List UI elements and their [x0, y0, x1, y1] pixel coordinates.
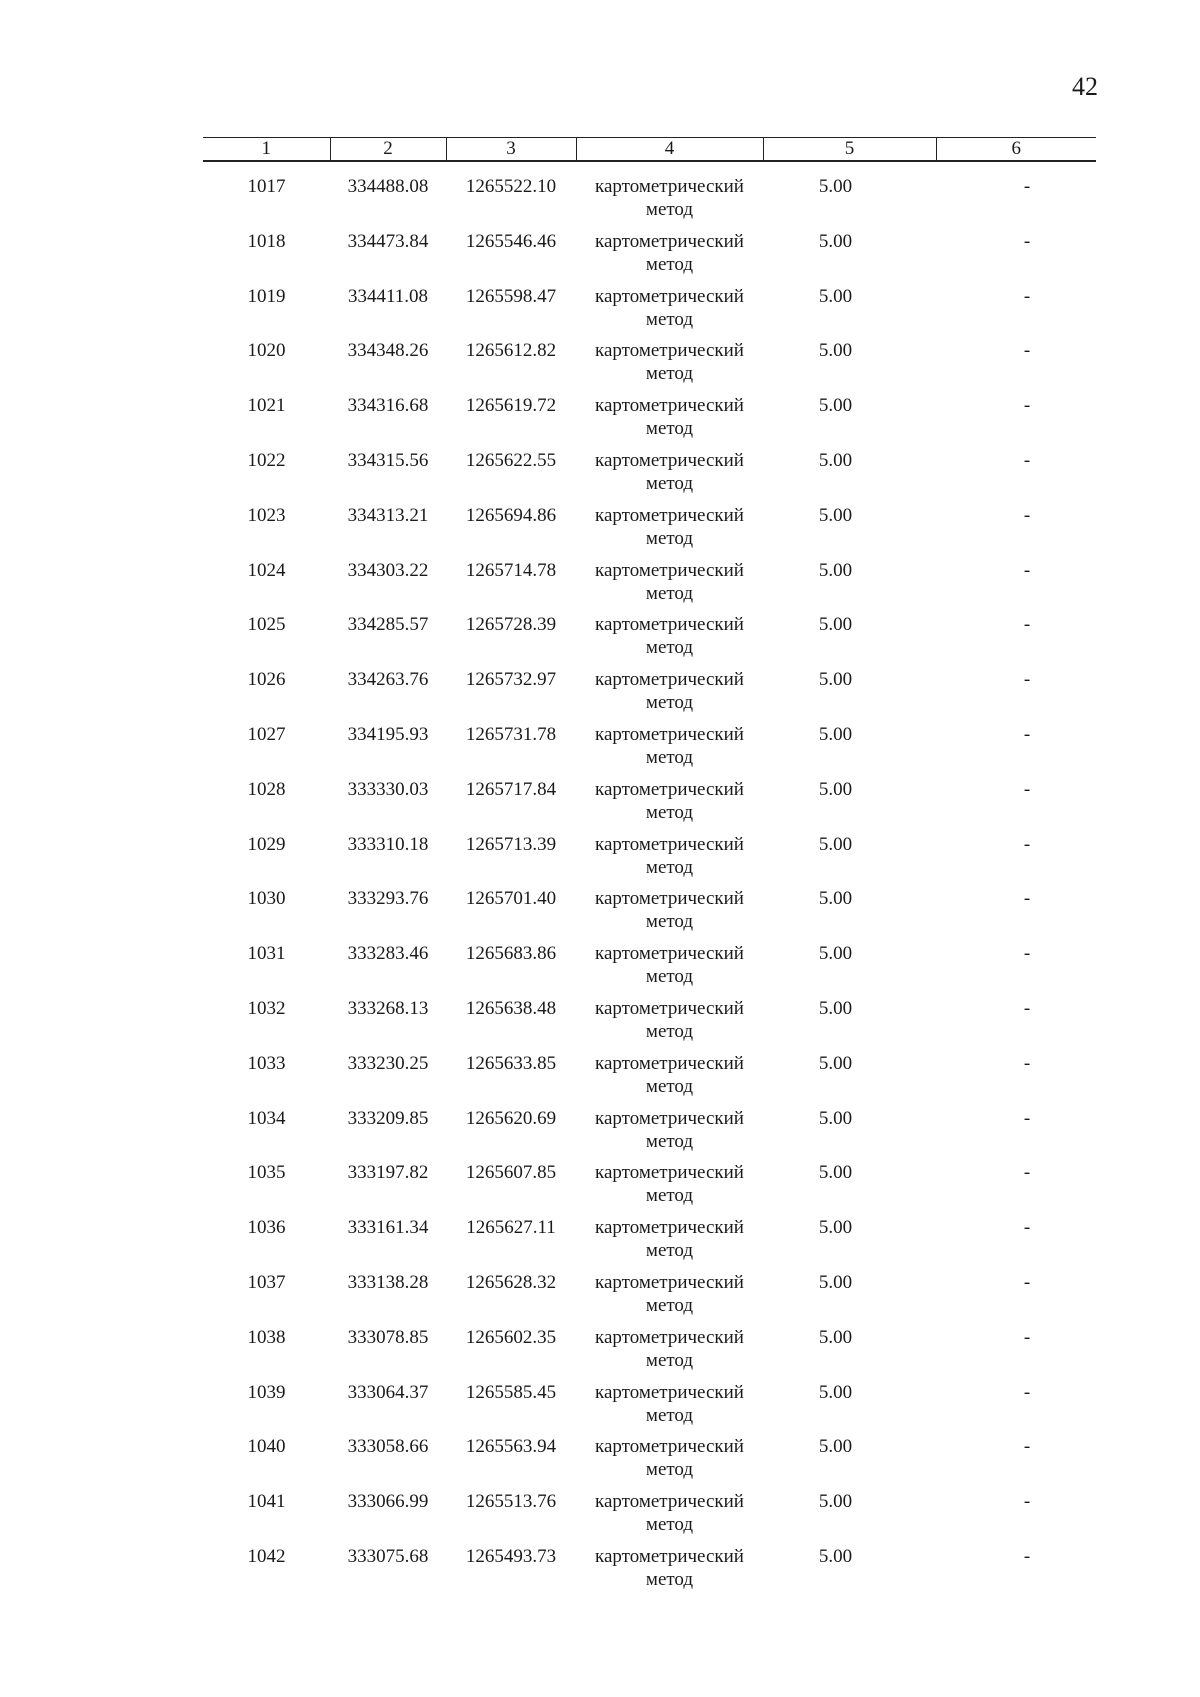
- method-cell: [576, 613, 763, 668]
- note-cell: -: [1023, 833, 1031, 855]
- method-line-1: картометрический: [595, 1217, 744, 1239]
- method-cell: [576, 1545, 763, 1600]
- method-line-1: картометрический: [595, 285, 744, 307]
- method-line-2: метод: [645, 308, 694, 330]
- method-cell: [576, 285, 763, 340]
- point-id-cell: 1039: [247, 1381, 286, 1403]
- note-cell: -: [1023, 1491, 1031, 1513]
- point-id-cell: 1025: [247, 614, 286, 636]
- method-line-1: картометрический: [595, 340, 744, 362]
- method-line-1: картометрический: [595, 1326, 744, 1348]
- y-coordinate-cell: 1265628.32: [465, 1271, 557, 1293]
- y-coordinate-cell: 1265683.86: [465, 943, 557, 965]
- header-col-6: 6: [936, 138, 1096, 162]
- table-row: [203, 887, 1096, 942]
- method-line-2: метод: [645, 527, 694, 549]
- point-id-cell: 1034: [247, 1107, 286, 1129]
- y-coordinate-cell: 1265563.94: [465, 1436, 557, 1458]
- accuracy-cell: 5.00: [818, 943, 853, 965]
- table-row: [203, 1490, 1096, 1545]
- method-cell: [576, 723, 763, 778]
- accuracy-cell: 5.00: [818, 778, 853, 800]
- table-row: [203, 778, 1096, 833]
- method-line-2: метод: [645, 1404, 694, 1426]
- method-line-1: картометрический: [595, 723, 744, 745]
- method-cell: [576, 1490, 763, 1545]
- note-cell: -: [1023, 1052, 1031, 1074]
- table-row: [203, 1216, 1096, 1271]
- x-coordinate-cell: 333283.46: [347, 943, 429, 965]
- y-coordinate-cell: 1265717.84: [465, 778, 557, 800]
- note-cell: -: [1023, 888, 1031, 910]
- method-line-2: метод: [645, 911, 694, 933]
- accuracy-cell: 5.00: [818, 230, 853, 252]
- table-row: [203, 668, 1096, 723]
- x-coordinate-cell: 333066.99: [347, 1491, 429, 1513]
- y-coordinate-cell: 1265627.11: [466, 1217, 556, 1239]
- accuracy-cell: 5.00: [818, 340, 853, 362]
- table-row: [203, 449, 1096, 504]
- note-cell: -: [1023, 395, 1031, 417]
- x-coordinate-cell: 334263.76: [347, 669, 429, 691]
- x-coordinate-cell: 334303.22: [347, 559, 429, 581]
- method-line-1: картометрический: [595, 559, 744, 581]
- note-cell: -: [1023, 614, 1031, 636]
- x-coordinate-cell: 334348.26: [347, 340, 429, 362]
- x-coordinate-cell: 334316.68: [347, 395, 429, 417]
- note-cell: -: [1023, 449, 1031, 471]
- x-coordinate-cell: 333078.85: [347, 1326, 429, 1348]
- accuracy-cell: 5.00: [818, 1107, 853, 1129]
- accuracy-cell: 5.00: [818, 449, 853, 471]
- method-cell: [576, 559, 763, 614]
- table-row: [203, 1326, 1096, 1381]
- point-id-cell: 1038: [247, 1326, 286, 1348]
- method-line-2: метод: [645, 1349, 694, 1371]
- x-coordinate-cell: 334195.93: [347, 723, 429, 745]
- method-line-2: метод: [645, 1130, 694, 1152]
- header-col-4: 4: [576, 138, 763, 162]
- method-line-1: картометрический: [595, 176, 744, 197]
- table-row: [203, 1271, 1096, 1326]
- table-header: [203, 138, 1096, 162]
- y-coordinate-cell: 1265585.45: [465, 1381, 557, 1403]
- method-cell: [576, 1326, 763, 1381]
- x-coordinate-cell: 334473.84: [347, 230, 429, 252]
- method-line-2: метод: [645, 1514, 694, 1536]
- page-number: 42: [1072, 72, 1098, 101]
- note-cell: -: [1023, 1271, 1031, 1293]
- accuracy-cell: 5.00: [818, 888, 853, 910]
- table-row: [203, 723, 1096, 778]
- table-row: [203, 285, 1096, 340]
- y-coordinate-cell: 1265732.97: [465, 669, 557, 691]
- y-coordinate-cell: 1265728.39: [465, 614, 557, 636]
- x-coordinate-cell: 333293.76: [347, 888, 429, 910]
- y-coordinate-cell: 1265522.10: [465, 176, 557, 197]
- accuracy-cell: 5.00: [818, 1326, 853, 1348]
- method-line-2: метод: [645, 363, 694, 385]
- table-row: [203, 504, 1096, 559]
- point-id-cell: 1026: [247, 669, 286, 691]
- method-line-1: картометрический: [595, 1162, 744, 1184]
- method-line-1: картометрический: [595, 230, 744, 252]
- note-cell: -: [1023, 1326, 1031, 1348]
- method-line-1: картометрический: [595, 1107, 744, 1129]
- y-coordinate-cell: 1265619.72: [465, 395, 557, 417]
- note-cell: -: [1023, 1436, 1031, 1458]
- method-line-2: метод: [645, 199, 694, 220]
- method-line-2: метод: [645, 1185, 694, 1207]
- accuracy-cell: 5.00: [818, 669, 853, 691]
- note-cell: -: [1023, 504, 1031, 526]
- y-coordinate-cell: 1265607.85: [465, 1162, 557, 1184]
- table-row: [203, 1381, 1096, 1436]
- method-cell: [576, 1435, 763, 1490]
- method-cell: [576, 1107, 763, 1162]
- method-line-1: картометрический: [595, 449, 744, 471]
- y-coordinate-cell: 1265633.85: [465, 1052, 557, 1074]
- method-line-1: картометрический: [595, 614, 744, 636]
- method-line-2: метод: [645, 1075, 694, 1097]
- method-line-1: картометрический: [595, 504, 744, 526]
- method-cell: [576, 833, 763, 888]
- method-line-2: метод: [645, 1568, 694, 1590]
- header-col-3: 3: [446, 138, 576, 162]
- method-cell: [576, 778, 763, 833]
- point-id-cell: 1022: [247, 449, 286, 471]
- x-coordinate-cell: 333209.85: [347, 1107, 429, 1129]
- method-line-2: метод: [645, 637, 694, 659]
- accuracy-cell: 5.00: [818, 1271, 853, 1293]
- table-row: [203, 394, 1096, 449]
- note-cell: -: [1023, 1381, 1031, 1403]
- method-cell: [576, 887, 763, 942]
- note-cell: -: [1023, 340, 1031, 362]
- accuracy-cell: 5.00: [818, 1545, 853, 1567]
- header-col-2: 2: [330, 138, 446, 162]
- method-cell: [576, 1052, 763, 1107]
- y-coordinate-cell: 1265694.86: [465, 504, 557, 526]
- note-cell: -: [1023, 1217, 1031, 1239]
- point-id-cell: 1030: [247, 888, 286, 910]
- method-line-1: картометрический: [595, 778, 744, 800]
- x-coordinate-cell: 333330.03: [347, 778, 429, 800]
- method-line-2: метод: [645, 1294, 694, 1316]
- method-cell: [576, 394, 763, 449]
- method-cell: [576, 1381, 763, 1436]
- point-id-cell: 1040: [247, 1436, 286, 1458]
- note-cell: -: [1023, 230, 1031, 252]
- accuracy-cell: 5.00: [818, 1217, 853, 1239]
- point-id-cell: 1037: [247, 1271, 286, 1293]
- table-row: [203, 1435, 1096, 1490]
- method-line-2: метод: [645, 1459, 694, 1481]
- method-cell: [576, 668, 763, 723]
- method-cell: [576, 1216, 763, 1271]
- coordinates-table: [203, 137, 1096, 1600]
- accuracy-cell: 5.00: [818, 1436, 853, 1458]
- method-line-2: метод: [645, 472, 694, 494]
- method-line-2: метод: [645, 418, 694, 440]
- method-line-1: картометрический: [595, 943, 744, 965]
- accuracy-cell: 5.00: [818, 559, 853, 581]
- note-cell: -: [1023, 723, 1031, 745]
- point-id-cell: 1024: [247, 559, 286, 581]
- method-line-1: картометрический: [595, 1052, 744, 1074]
- point-id-cell: 1032: [247, 997, 286, 1019]
- method-cell: [576, 504, 763, 559]
- x-coordinate-cell: 333058.66: [347, 1436, 429, 1458]
- method-cell: [576, 230, 763, 285]
- x-coordinate-cell: 334411.08: [347, 285, 429, 307]
- x-coordinate-cell: 334315.56: [347, 449, 429, 471]
- x-coordinate-cell: 333064.37: [347, 1381, 429, 1403]
- point-id-cell: 1019: [247, 285, 286, 307]
- x-coordinate-cell: 334488.08: [347, 176, 429, 197]
- accuracy-cell: 5.00: [818, 1491, 853, 1513]
- method-cell: [576, 339, 763, 394]
- y-coordinate-cell: 1265513.76: [465, 1491, 557, 1513]
- y-coordinate-cell: 1265612.82: [465, 340, 557, 362]
- header-col-5: 5: [763, 138, 936, 162]
- method-cell: [576, 942, 763, 997]
- table-row: [203, 1161, 1096, 1216]
- method-line-1: картометрический: [595, 997, 744, 1019]
- y-coordinate-cell: 1265714.78: [465, 559, 557, 581]
- y-coordinate-cell: 1265638.48: [465, 997, 557, 1019]
- y-coordinate-cell: 1265731.78: [465, 723, 557, 745]
- method-line-2: метод: [645, 692, 694, 714]
- y-coordinate-cell: 1265620.69: [465, 1107, 557, 1129]
- method-line-1: картометрический: [595, 1381, 744, 1403]
- point-id-cell: 1017: [247, 176, 286, 197]
- y-coordinate-cell: 1265493.73: [465, 1545, 557, 1567]
- header-col-1: 1: [203, 138, 330, 162]
- table-row: [203, 339, 1096, 394]
- method-line-1: картометрический: [595, 669, 744, 691]
- x-coordinate-cell: 333230.25: [347, 1052, 429, 1074]
- method-cell: [576, 1271, 763, 1326]
- point-id-cell: 1036: [247, 1217, 286, 1239]
- method-line-1: картометрический: [595, 1545, 744, 1567]
- method-line-2: метод: [645, 1020, 694, 1042]
- note-cell: -: [1023, 778, 1031, 800]
- table-row: [203, 613, 1096, 668]
- y-coordinate-cell: 1265713.39: [465, 833, 557, 855]
- x-coordinate-cell: 334285.57: [347, 614, 429, 636]
- point-id-cell: 1027: [247, 723, 286, 745]
- point-id-cell: 1020: [247, 340, 286, 362]
- y-coordinate-cell: 1265546.46: [465, 230, 557, 252]
- table-row: [203, 1052, 1096, 1107]
- point-id-cell: 1028: [247, 778, 286, 800]
- method-cell: [576, 161, 763, 230]
- point-id-cell: 1035: [247, 1162, 286, 1184]
- point-id-cell: 1023: [247, 504, 286, 526]
- accuracy-cell: 5.00: [818, 833, 853, 855]
- accuracy-cell: 5.00: [818, 1162, 853, 1184]
- table-row: [203, 161, 1096, 230]
- x-coordinate-cell: 333310.18: [347, 833, 429, 855]
- method-line-1: картометрический: [595, 1436, 744, 1458]
- method-line-2: метод: [645, 253, 694, 275]
- table-row: [203, 833, 1096, 888]
- method-line-2: метод: [645, 1240, 694, 1262]
- x-coordinate-cell: 333138.28: [347, 1271, 429, 1293]
- method-cell: [576, 449, 763, 504]
- note-cell: -: [1023, 1162, 1031, 1184]
- accuracy-cell: 5.00: [818, 614, 853, 636]
- table-row: [203, 230, 1096, 285]
- method-cell: [576, 997, 763, 1052]
- note-cell: -: [1023, 1107, 1031, 1129]
- method-line-2: метод: [645, 856, 694, 878]
- table-row: [203, 997, 1096, 1052]
- accuracy-cell: 5.00: [818, 285, 853, 307]
- point-id-cell: 1029: [247, 833, 286, 855]
- method-line-1: картометрический: [595, 1271, 744, 1293]
- y-coordinate-cell: 1265602.35: [465, 1326, 557, 1348]
- table-row: [203, 942, 1096, 997]
- note-cell: -: [1023, 1545, 1031, 1567]
- note-cell: -: [1023, 997, 1031, 1019]
- note-cell: -: [1023, 669, 1031, 691]
- method-line-1: картометрический: [595, 833, 744, 855]
- point-id-cell: 1041: [247, 1491, 286, 1513]
- table-row: [203, 1545, 1096, 1600]
- x-coordinate-cell: 333197.82: [347, 1162, 429, 1184]
- point-id-cell: 1031: [247, 943, 286, 965]
- accuracy-cell: 5.00: [818, 997, 853, 1019]
- x-coordinate-cell: 333161.34: [347, 1217, 429, 1239]
- table-row: [203, 559, 1096, 614]
- method-line-2: метод: [645, 582, 694, 604]
- method-line-2: метод: [645, 746, 694, 768]
- point-id-cell: 1018: [247, 230, 286, 252]
- accuracy-cell: 5.00: [818, 1052, 853, 1074]
- point-id-cell: 1021: [247, 395, 286, 417]
- method-line-1: картометрический: [595, 888, 744, 910]
- accuracy-cell: 5.00: [818, 723, 853, 745]
- point-id-cell: 1042: [247, 1545, 286, 1567]
- table-row: [203, 1107, 1096, 1162]
- accuracy-cell: 5.00: [818, 1381, 853, 1403]
- table-body: [203, 161, 1096, 1600]
- method-line-2: метод: [645, 801, 694, 823]
- method-line-1: картометрический: [595, 1491, 744, 1513]
- x-coordinate-cell: 333268.13: [347, 997, 429, 1019]
- point-id-cell: 1033: [247, 1052, 286, 1074]
- note-cell: -: [1023, 943, 1031, 965]
- note-cell: -: [1023, 285, 1031, 307]
- x-coordinate-cell: 334313.21: [347, 504, 429, 526]
- y-coordinate-cell: 1265622.55: [465, 449, 557, 471]
- note-cell: -: [1023, 176, 1031, 197]
- method-line-2: метод: [645, 966, 694, 988]
- accuracy-cell: 5.00: [818, 395, 853, 417]
- accuracy-cell: 5.00: [818, 176, 853, 197]
- accuracy-cell: 5.00: [818, 504, 853, 526]
- method-cell: [576, 1161, 763, 1216]
- y-coordinate-cell: 1265701.40: [465, 888, 557, 910]
- y-coordinate-cell: 1265598.47: [465, 285, 557, 307]
- note-cell: -: [1023, 559, 1031, 581]
- method-line-1: картометрический: [595, 395, 744, 417]
- x-coordinate-cell: 333075.68: [347, 1545, 429, 1567]
- header-row: [203, 138, 1096, 162]
